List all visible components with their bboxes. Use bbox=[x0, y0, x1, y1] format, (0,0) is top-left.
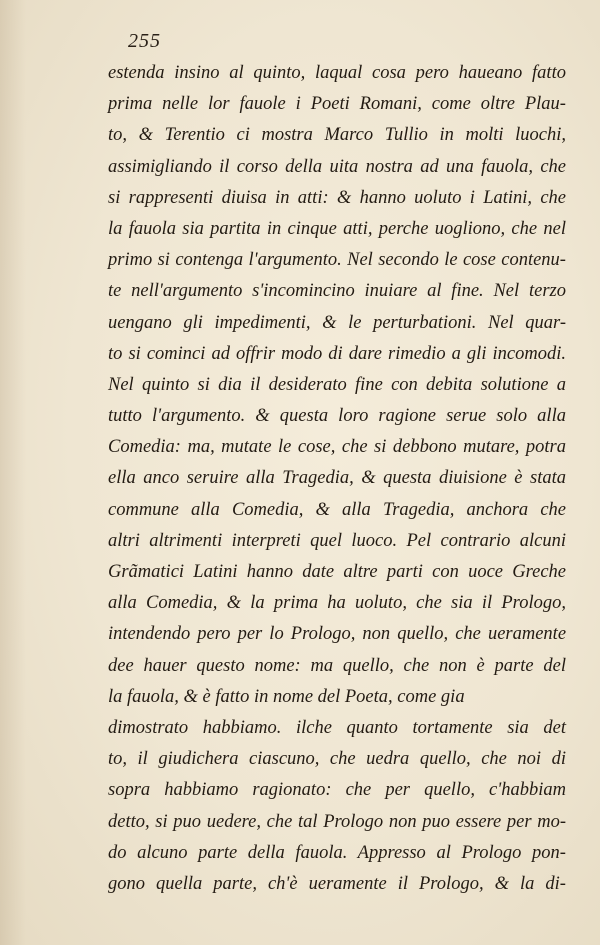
text-line: dimostrato habbiamo. ilche quanto tortamente sia det bbox=[108, 717, 566, 738]
text-line: Nel quinto si dia il desiderato fine con debita solutione a bbox=[108, 374, 566, 395]
text-line: gono quella parte, ch'è ueramente il Prologo, & la di- bbox=[108, 873, 566, 894]
text-line: commune alla Comedia, & alla Tragedia, anchora che bbox=[108, 499, 566, 520]
text-line: detto, si puo uedere, che tal Prologo non puo essere per mo- bbox=[108, 811, 567, 832]
text-line: ella anco seruire alla Tragedia, & questa diuisione è stata bbox=[108, 468, 566, 489]
text-line: uengano gli impedimenti, & le perturbationi. Nel quar- bbox=[108, 312, 567, 333]
text-line: altri altrimenti interpreti quel luoco. Pel contrario alcuni bbox=[108, 530, 567, 551]
text-line: Grãmatici Latini hanno date altre parti con uoce Greche bbox=[108, 562, 567, 582]
text-line: te nell'argumento s'incomincino inuiare al fine. Nel terzo bbox=[108, 281, 566, 302]
body-text bbox=[108, 58, 573, 900]
text-line: intendendo pero per lo Prologo, non quello, che ueramente bbox=[108, 624, 567, 645]
text-line: si rappresenti diuisa in atti: & hanno uoluto i Latini, che bbox=[108, 187, 567, 208]
text-line: la fauola, & è fatto in nome del Poeta, come gia bbox=[108, 686, 465, 707]
text-line: sopra habbiamo ragionato: che per quello, c'habbiam bbox=[108, 780, 566, 801]
text-line: primo si contenga l'argumento. Nel secondo le cose contenu- bbox=[108, 250, 566, 271]
text-line: prima nelle lor fauole i Poeti Romani, come oltre Plau- bbox=[108, 94, 566, 115]
page-number: 255 bbox=[128, 30, 161, 52]
text-line: to si cominci ad offrir modo di dare rimedio a gli incomodi. bbox=[108, 343, 566, 364]
text-line: dee hauer questo nome: ma quello, che non è parte del bbox=[108, 655, 566, 676]
text-line: assimigliando il corso della uita nostra ad una fauola, che bbox=[108, 156, 567, 177]
text-line: estenda insino al quinto, laqual cosa pero haueano fatto bbox=[108, 63, 566, 83]
text-line: Comedia: ma, mutate le cose, che si debbono mutare, potra bbox=[108, 437, 567, 458]
text-line: tutto l'argumento. & questa loro ragione serue solo alla bbox=[108, 406, 566, 427]
text-line: to, il giudichera ciascuno, che uedra quello, che noi di bbox=[108, 749, 566, 770]
text-line: la fauola sia partita in cinque atti, perche uogliono, che nel bbox=[108, 218, 566, 239]
text-line: alla Comedia, & la prima ha uoluto, che sia il Prologo, bbox=[108, 593, 566, 614]
text-line: to, & Terentio ci mostra Marco Tullio in molti luochi, bbox=[108, 125, 567, 146]
text-line: do alcuno parte della fauola. Appresso al Prologo pon- bbox=[108, 842, 566, 863]
